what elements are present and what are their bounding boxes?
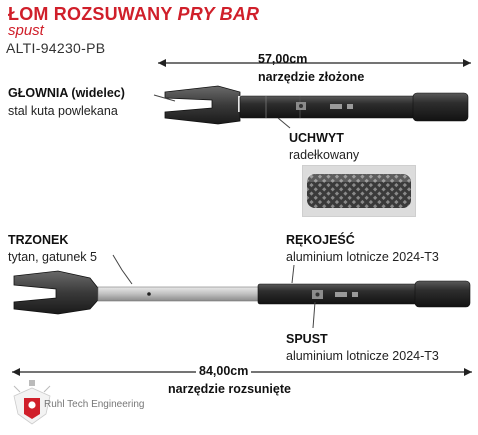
trigger-label: SPUST: [286, 332, 328, 346]
top-tool-collapsed: [165, 86, 468, 124]
trigger-leader-line: [313, 302, 315, 328]
grip-label: UCHWYT: [289, 131, 344, 145]
grip-desc: radełkowany: [289, 148, 360, 162]
bottom-length-caption: narzędzie rozsunięte: [168, 382, 291, 396]
shaft-leader-line: [113, 255, 132, 284]
top-length-value: 57,00cm: [258, 52, 308, 66]
knurling-texture-image: [303, 166, 415, 216]
head-label: GŁOWNIA (widelec): [8, 86, 125, 100]
knurling-photo: [302, 165, 416, 217]
top-dimension-line: [158, 59, 471, 67]
top-length-caption: narzędzie złożone: [258, 70, 365, 84]
product-title-en: PRY BAR: [177, 4, 260, 24]
product-sku: ALTI-94230-PB: [6, 40, 106, 56]
handle-label: RĘKOJEŚĆ: [286, 233, 355, 247]
brand-name: Ruhl Tech Engineering: [44, 399, 145, 410]
head-desc: stal kuta powlekana: [8, 104, 118, 118]
bottom-length-value: 84,00cm: [196, 364, 251, 378]
shaft-label: TRZONEK: [8, 233, 69, 247]
shaft-desc: tytan, gatunek 5: [8, 250, 97, 264]
grip-leader-line: [278, 118, 290, 128]
trigger-desc: aluminium lotnicze 2024-T3: [286, 349, 439, 363]
product-title-pl: ŁOM ROZSUWANY: [8, 4, 173, 24]
product-subtitle: spust: [8, 22, 44, 39]
handle-desc: aluminium lotnicze 2024-T3: [286, 250, 439, 264]
handle-leader-line: [292, 265, 294, 283]
bottom-tool-extended: [14, 271, 470, 314]
